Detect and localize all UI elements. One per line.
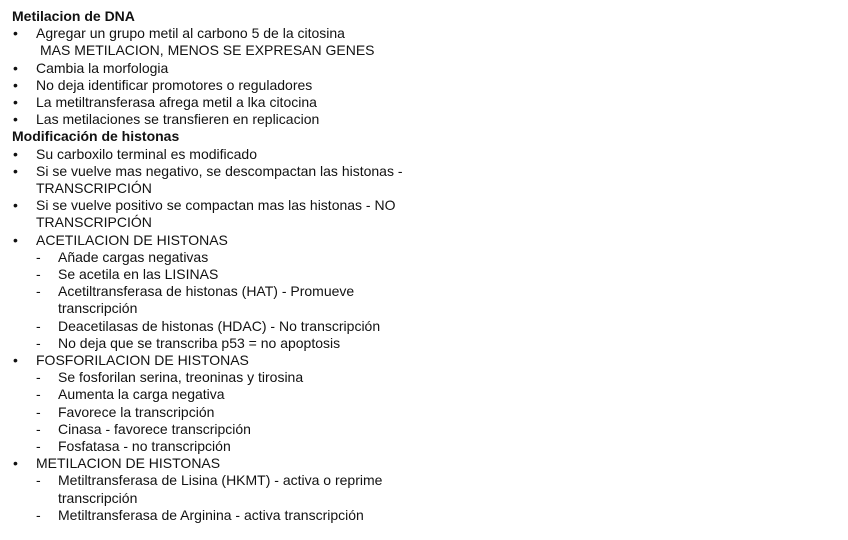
sub-item [12, 249, 432, 266]
dash-marker: - [36, 420, 41, 437]
dash-marker: - [36, 248, 41, 265]
dash-marker: - [36, 386, 41, 403]
bullet-marker: • [13, 162, 18, 179]
dash-marker: - [36, 266, 41, 283]
bullet-marker: • [13, 94, 18, 111]
bullet-item [12, 455, 432, 472]
sub-item [12, 421, 432, 438]
bullet-item [12, 146, 432, 163]
sub-item [12, 369, 432, 386]
sub-item [12, 318, 432, 335]
sub-item [12, 472, 432, 506]
dash-marker: - [36, 403, 41, 420]
bullet-item [12, 77, 432, 94]
dash-marker: - [36, 506, 41, 523]
sub-item-text: Se fosforilan serina, treoninas y tirosina [58, 369, 304, 386]
document-body [12, 8, 432, 524]
sub-item-text: No deja que se transcriba p53 = no apoptosis [58, 334, 341, 351]
dash-marker: - [36, 317, 41, 334]
sub-item [12, 507, 432, 524]
item-text: METILACION DE HISTONAS [36, 455, 221, 472]
item-text: No deja identificar promotores o reguladores [36, 76, 313, 93]
bullet-marker: • [13, 76, 18, 93]
bullet-marker: • [13, 352, 18, 369]
sub-item-text: Añade cargas negativas [58, 248, 209, 265]
bullet-item [12, 25, 432, 42]
sub-item [12, 386, 432, 403]
sub-item-text: Cinasa - favorece transcripción [58, 420, 251, 437]
dash-marker: - [36, 334, 41, 351]
sub-item [12, 438, 432, 455]
bullet-marker: • [13, 455, 18, 472]
sub-item-text: Favorece la transcripción [58, 403, 215, 420]
item-text: Si se vuelve mas negativo, se descompactan las histonas - TRANSCRIPCIÓN [36, 162, 403, 197]
dash-marker: - [36, 283, 41, 300]
sub-item [12, 283, 432, 317]
item-text: Cambia la morfologia [36, 59, 169, 76]
item-text: MAS METILACION, MENOS SE EXPRESAN GENES [40, 42, 375, 59]
sub-item [12, 404, 432, 421]
dash-marker: - [36, 438, 41, 455]
item-text: Agregar un grupo metil al carbono 5 de la citosina [36, 25, 345, 42]
item-text: Si se vuelve positivo se compactan mas las histonas - NO TRANSCRIPCIÓN [36, 197, 396, 231]
sub-item-text: Fosfatasa - no transcripción [58, 438, 231, 455]
sub-item-text: Se acetila en las LISINAS [58, 266, 219, 283]
item-text: FOSFORILACION DE HISTONAS [36, 352, 249, 369]
bullet-item [12, 163, 432, 197]
dash-marker: - [36, 472, 41, 489]
bullet-marker: • [13, 231, 18, 248]
bullet-item [12, 197, 432, 231]
bullet-marker: • [13, 59, 18, 76]
item-text: ACETILACION DE HISTONAS [36, 231, 228, 248]
bullet-item [12, 232, 432, 249]
sub-item-text: Metiltransferasa de Arginina - activa transcripción [58, 506, 364, 523]
section-heading: Modificación de histonas [12, 128, 180, 145]
bullet-marker: • [13, 197, 18, 214]
bullet-marker: • [13, 25, 18, 42]
sub-item-text: Aumenta la carga negativa [58, 386, 225, 403]
sub-item-text: Deacetilasas de histonas (HDAC) - No transcripción [58, 317, 381, 334]
bullet-item [12, 111, 432, 128]
item-text: La metiltransferasa afrega metil a lka citocina [36, 94, 317, 111]
bullet-item [12, 352, 432, 369]
item-text: Las metilaciones se transfieren en replicacion [36, 111, 320, 128]
dash-marker: - [36, 369, 41, 386]
note-line [12, 42, 432, 59]
section-heading: Metilacion de DNA [12, 8, 135, 24]
bullet-item [12, 94, 432, 111]
item-text: Su carboxilo terminal es modificado [36, 145, 257, 162]
bullet-item [12, 60, 432, 77]
bullet-marker: • [13, 111, 18, 128]
sub-item-text: Acetiltransferasa de histonas (HAT) - Promueve transcripción [58, 283, 355, 317]
sub-item [12, 266, 432, 283]
sub-item [12, 335, 432, 352]
bullet-marker: • [13, 145, 18, 162]
sub-item-text: Metiltransferasa de Lisina (HKMT) - activa o reprime transcripción [58, 472, 383, 506]
